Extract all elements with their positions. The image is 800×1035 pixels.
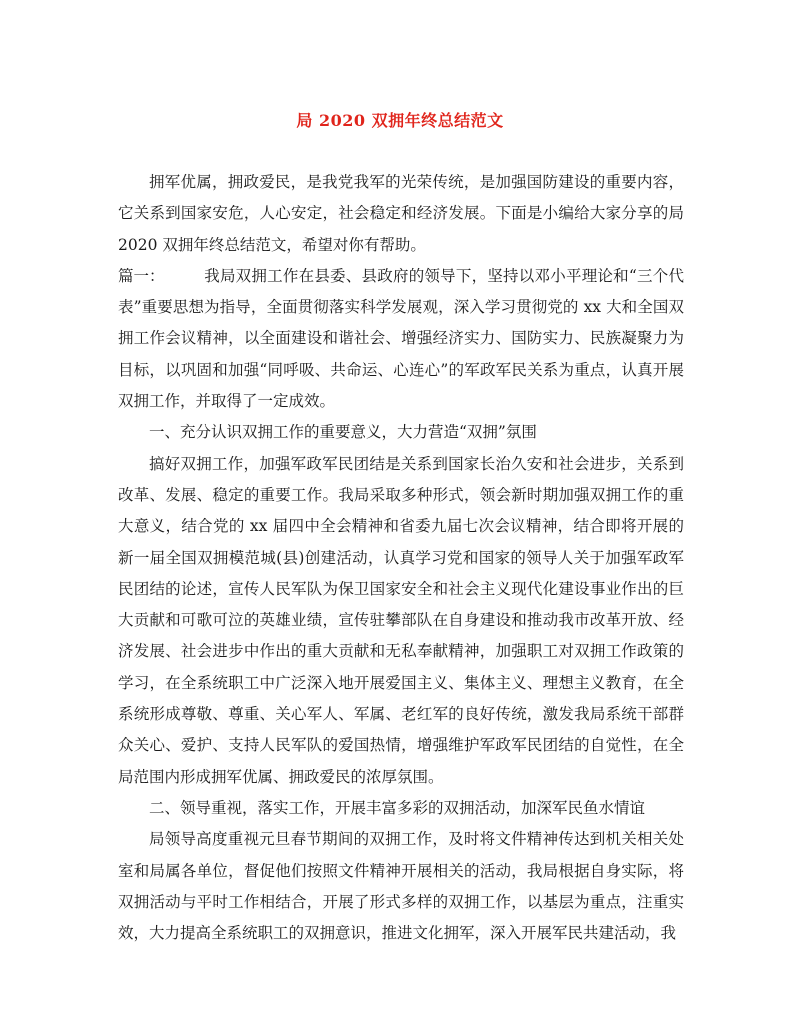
section-paragraph-1: 搞好双拥工作，加强军政军民团结是关系到国家长治久安和社会进步，关系到改革、发展、稳定的重要工作。我局采取多种形式，领会新时期加强双拥工作的重大意义，结合党的 xx 届四中全会精神和省委九届七次会议精神，结合即将开展的新一届全国双拥模范城(县)创建活动，认真学习党和国家的领导人关于加强军政军民团结的论述，宣传人民军队为保卫国家安全和社会主义现代化建设事业作出的巨大贡献和可歌可泣的英雄业绩，宣传驻攀部队在自身建设和推动我市改革开放、经济发展、社会进步中作出的重大贡献和无私奉献精神，加强职工对双拥工作政策的学习，在全系统职工中广泛深入地开展爱国主义、集体主义、理想主义教育，在全系统形成尊敬、尊重、关心军人、军属、老红军的良好传统，激发我局系统干部群众关心、爱护、支持人民军队的爱国热情，增强维护军政军民团结的自觉性，在全局范围内形成拥军优属、拥政爱民的浓厚氛围。: [118, 454, 684, 786]
intro-paragraph: 拥军优属，拥政爱民，是我党我军的光荣传统，是加强国防建设的重要内容，它关系到国家安危，人心安定，社会稳定和经济发展。下面是小编给大家分享的局2020 双拥年终总结范文，希望对你有帮助。: [118, 173, 684, 254]
document-body: [118, 167, 684, 949]
part-label: 篇一：: [118, 266, 165, 285]
section-heading-2: 二、领导重视，落实工作，开展丰富多彩的双拥活动，加深军民鱼水情谊: [149, 798, 646, 817]
section-paragraph-2: 局领导高度重视元旦春节期间的双拥工作，及时将文件精神传达到机关相关处室和局属各单位，督促他们按照文件精神开展相关的活动，我局根据自身实际，将双拥活动与平时工作相结合，开展了形式多样的双拥工作，以基层为重点，注重实效，大力提高全系统职工的双拥意识，推进文化拥军，深入开展军民共建活动，我: [118, 830, 684, 943]
document-title: 局 2020 双拥年终总结范文: [296, 111, 504, 130]
section-heading-1: 一、充分认识双拥工作的重要意义，大力营造“双拥”氛围: [149, 423, 537, 442]
part-one-paragraph: [118, 261, 684, 417]
part-one-text: 我局双拥工作在县委、县政府的领导下，坚持以邓小平理论和“三个代表”重要思想为指导，全面贯彻落实科学发展观，深入学习贯彻党的 xx 大和全国双拥工作会议精神，以全面建设和谐社会、增强经济实力、国防实力、民族凝聚力为目标，以巩固和加强“同呼吸、共命运、心连心”的军政军民关系为重点，认真开展双拥工作，并取得了一定成效。: [118, 266, 684, 411]
